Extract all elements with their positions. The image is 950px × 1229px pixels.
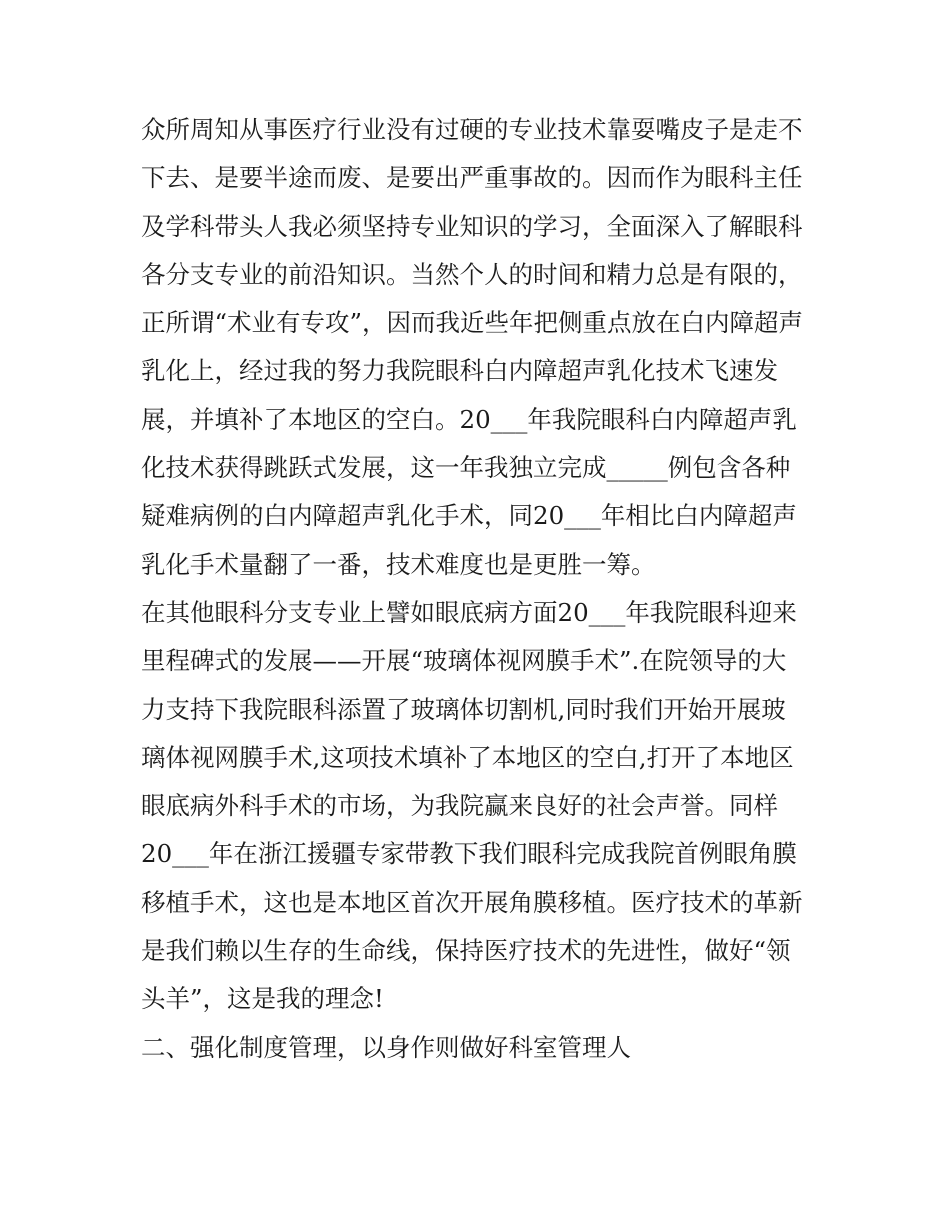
text-line: 璃体视网膜手术,这项技术填补了本地区的空白,打开了本地区 [141,742,794,772]
text-line: 展，并填补了本地区的空白。20___年我院眼科白内障超声乳 [141,404,797,434]
text-line: 眼底病外科手术的市场，为我院赢来良好的社会声誉。同样 [141,791,778,821]
text-line: 各分支专业的前沿知识。当然个人的时间和精力总是有限的， [141,259,803,289]
text-line: 正所谓“术业有专攻”，因而我近些年把侧重点放在白内障超声 [141,308,804,338]
text-line: 乳化上，经过我的努力我院眼科白内障超声乳化技术飞速发 [141,356,778,386]
section-heading: 二、强化制度管理，以身作则做好科室管理人 [141,1032,631,1062]
text-line: 下去、是要半途而废、是要出严重事故的。因而作为眼科主任 [141,163,803,193]
text-line: 在其他眼科分支专业上譬如眼底病方面20___年我院眼科迎来 [141,597,797,627]
text-line: 移植手术，这也是本地区首次开展角膜移植。医疗技术的革新 [141,887,803,917]
text-line: 众所周知从事医疗行业没有过硬的专业技术靠耍嘴皮子是走不 [141,115,803,144]
text-line: 20___年在浙江援疆专家带教下我们眼科完成我院首例眼角膜 [141,839,797,869]
text-line: 化技术获得跳跃式发展，这一年我独立完成_____例包含各种 [141,453,791,483]
text-line: 里程碑式的发展——开展“玻璃体视网膜手术”.在院领导的大 [141,646,787,676]
text-line: 乳化手术量翻了一番，技术难度也是更胜一筹。 [141,549,656,579]
body-text [141,106,821,1072]
text-line: 疑难病例的白内障超声乳化手术，同20___年相比白内障超声 [141,501,797,531]
text-line: 力支持下我院眼科添置了玻璃体切割机,同时我们开始开展玻 [141,694,786,724]
text-line: 是我们赖以生存的生命线，保持医疗技术的先进性，做好“领 [141,936,791,966]
text-line: 及学科带头人我必须坚持专业知识的学习，全面深入了解眼科 [141,211,803,241]
text-line: 头羊”，这是我的理念! [141,984,384,1014]
